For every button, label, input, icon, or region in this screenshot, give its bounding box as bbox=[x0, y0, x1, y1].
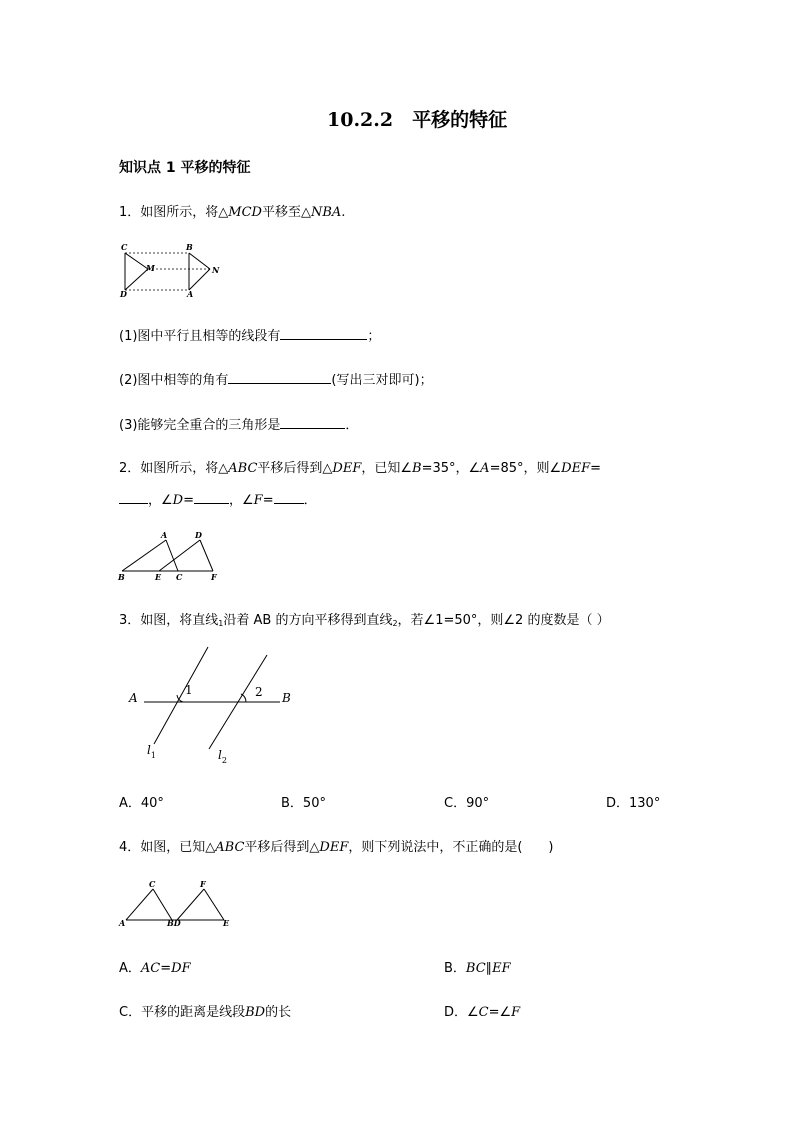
q1-prefix: 1．如图所示，将 bbox=[119, 205, 219, 220]
q1-seg-an bbox=[189, 269, 210, 290]
q4-opt-text: 的长 bbox=[265, 1005, 292, 1020]
q2-text: ． bbox=[303, 493, 317, 508]
q1-label-n: N bbox=[212, 265, 220, 275]
q2-text: = bbox=[590, 461, 601, 476]
question-4-stem bbox=[119, 836, 554, 855]
q1-sub3-end: ． bbox=[345, 418, 359, 433]
question-2-line-1 bbox=[119, 457, 601, 476]
q2-a: A bbox=[480, 461, 490, 476]
q1-sub3-text: (3)能够完全重合的三角形是 bbox=[119, 418, 281, 433]
q1-sub1-end: ； bbox=[367, 329, 381, 344]
q3-text: 3．如图，将直线 bbox=[119, 613, 219, 628]
q4-figure bbox=[115, 875, 240, 930]
q1-label-a: A bbox=[187, 289, 194, 299]
q4-label-a: A bbox=[119, 918, 126, 928]
q2-label-d: D bbox=[195, 530, 202, 540]
q4-opt-italic: BD bbox=[245, 1005, 266, 1020]
q2-figure bbox=[115, 528, 225, 583]
q4-abc: ABC bbox=[215, 840, 245, 855]
q4-option-d[interactable] bbox=[444, 1001, 520, 1020]
q2-label-c: C bbox=[176, 572, 183, 582]
q3-label-a: A bbox=[129, 691, 138, 705]
q4-opt-text: =∠ bbox=[488, 1005, 512, 1020]
q1-triangle-nba: △NBA. bbox=[300, 205, 346, 220]
question-3-stem bbox=[119, 609, 610, 628]
q2-b: B bbox=[412, 461, 422, 476]
q4-opt-italic: EF bbox=[492, 961, 511, 976]
q4-opt-italic: F bbox=[511, 1005, 521, 1020]
q1-seg-bn bbox=[189, 253, 210, 269]
q2-text: = bbox=[183, 493, 194, 508]
q4-text: 平移后得到△ bbox=[244, 840, 320, 855]
q3-text: 沿着 AB 的方向平移得到直线 bbox=[223, 613, 393, 628]
q3-label-b: B bbox=[282, 691, 291, 705]
q2-blank-d[interactable] bbox=[194, 489, 229, 504]
q2-abc: ABC bbox=[228, 461, 258, 476]
q4-opt-text: C．平移的距离是线段 bbox=[119, 1005, 246, 1020]
q1-seg-dm bbox=[125, 269, 148, 290]
q2-seg-ac bbox=[166, 540, 178, 571]
q1-sub1-blank[interactable] bbox=[280, 325, 367, 340]
q2-text: 平移后得到△ bbox=[257, 461, 333, 476]
q3-l2-sub: 2 bbox=[392, 619, 398, 628]
q4-opt-text: ∥ bbox=[485, 961, 493, 976]
q2-label-b: B bbox=[118, 572, 125, 582]
q3-option-c[interactable]: C．90° bbox=[444, 796, 490, 811]
q4-label-bd: BD bbox=[167, 918, 181, 928]
q2-label-a: A bbox=[161, 530, 168, 540]
page-title: 10.2.2 平移的特征 bbox=[327, 109, 508, 131]
q3-line-l1 bbox=[154, 647, 208, 744]
q1-sub2-end: (写出三对即可)； bbox=[331, 373, 433, 388]
q2-blank-def[interactable] bbox=[119, 489, 148, 504]
q2-text: 2．如图所示，将△ bbox=[119, 461, 229, 476]
q3-option-b[interactable]: B．50° bbox=[281, 796, 326, 811]
q1-figure bbox=[112, 240, 222, 300]
q3-label-1: 1 bbox=[185, 683, 193, 697]
q3-text: ，若∠1=50°，则∠2 的度数是（ ） bbox=[397, 613, 610, 628]
q1-sub2-blank[interactable] bbox=[228, 369, 331, 384]
q4-opt-text: = bbox=[160, 961, 172, 976]
q2-f: F bbox=[253, 493, 263, 508]
q2-def: DEF bbox=[561, 461, 591, 476]
q1-sub2 bbox=[119, 369, 433, 388]
q4-seg-df bbox=[177, 889, 204, 920]
q1-label-b: B bbox=[186, 242, 193, 252]
q2-seg-ed bbox=[159, 540, 200, 571]
q4-option-b[interactable] bbox=[444, 957, 511, 976]
q2-label-f: F bbox=[211, 572, 217, 582]
q1-label-m: M bbox=[146, 263, 155, 273]
q2-text: ，已知∠ bbox=[361, 461, 413, 476]
q2-blank-f[interactable] bbox=[274, 489, 304, 504]
q2-text: =85°，则∠ bbox=[489, 461, 562, 476]
q4-label-f: F bbox=[200, 879, 206, 889]
q4-label-c: C bbox=[149, 879, 156, 889]
q2-def: DEF bbox=[332, 461, 362, 476]
q4-def: DEF bbox=[319, 840, 349, 855]
q4-opt-italic: C bbox=[478, 1005, 489, 1020]
q3-option-d[interactable]: D．130° bbox=[606, 796, 661, 811]
q4-opt-italic: DF bbox=[171, 961, 191, 976]
q1-sub1 bbox=[119, 325, 380, 344]
q2-text: ，∠ bbox=[229, 493, 254, 508]
q4-seg-cb bbox=[153, 889, 172, 920]
q2-label-e: E bbox=[155, 572, 162, 582]
q4-option-a[interactable] bbox=[119, 957, 191, 976]
q4-opt-text: A． bbox=[119, 961, 141, 976]
q2-text: ，∠ bbox=[148, 493, 173, 508]
q4-text: 4．如图，已知△ bbox=[119, 840, 216, 855]
q2-seg-ba bbox=[122, 540, 166, 571]
q3-l1-sub: 1 bbox=[218, 619, 224, 628]
section-heading: 知识点 1 平移的特征 bbox=[119, 160, 251, 176]
q4-seg-ac bbox=[126, 889, 153, 920]
q4-label-e: E bbox=[223, 918, 230, 928]
q1-triangle-mcd: △MCD bbox=[218, 205, 262, 220]
q4-opt-italic: AC bbox=[140, 961, 161, 976]
q4-text: ，则下列说法中，不正确的是( ) bbox=[348, 840, 554, 855]
q1-label-c: C bbox=[121, 242, 128, 252]
q4-opt-italic: BC bbox=[465, 961, 486, 976]
q3-label-l1: $l_1$ bbox=[147, 743, 156, 760]
q2-d: D bbox=[172, 493, 184, 508]
q1-label-d: D bbox=[120, 289, 127, 299]
q3-option-a[interactable]: A．40° bbox=[119, 796, 164, 811]
q2-text: = bbox=[262, 493, 274, 508]
q4-option-c[interactable] bbox=[119, 1001, 291, 1020]
q4-opt-text: D．∠ bbox=[444, 1005, 479, 1020]
q1-sub3 bbox=[119, 414, 358, 433]
q4-seg-fe bbox=[204, 889, 224, 920]
q3-figure bbox=[120, 640, 310, 770]
q2-seg-df bbox=[200, 540, 213, 571]
q2-text: =35°，∠ bbox=[421, 461, 481, 476]
question-1-stem bbox=[119, 201, 345, 220]
q4-opt-text: B． bbox=[444, 961, 466, 976]
q3-label-2: 2 bbox=[255, 685, 263, 699]
q1-mid: 平移至 bbox=[261, 205, 301, 220]
question-2-line-2 bbox=[119, 489, 317, 508]
q3-label-l2: $l_2$ bbox=[218, 748, 227, 765]
q1-sub1-text: (1)图中平行且相等的线段有 bbox=[119, 329, 281, 344]
q1-seg-cm bbox=[125, 253, 148, 269]
q1-sub2-text: (2)图中相等的角有 bbox=[119, 373, 229, 388]
q1-sub3-blank[interactable] bbox=[280, 414, 345, 429]
